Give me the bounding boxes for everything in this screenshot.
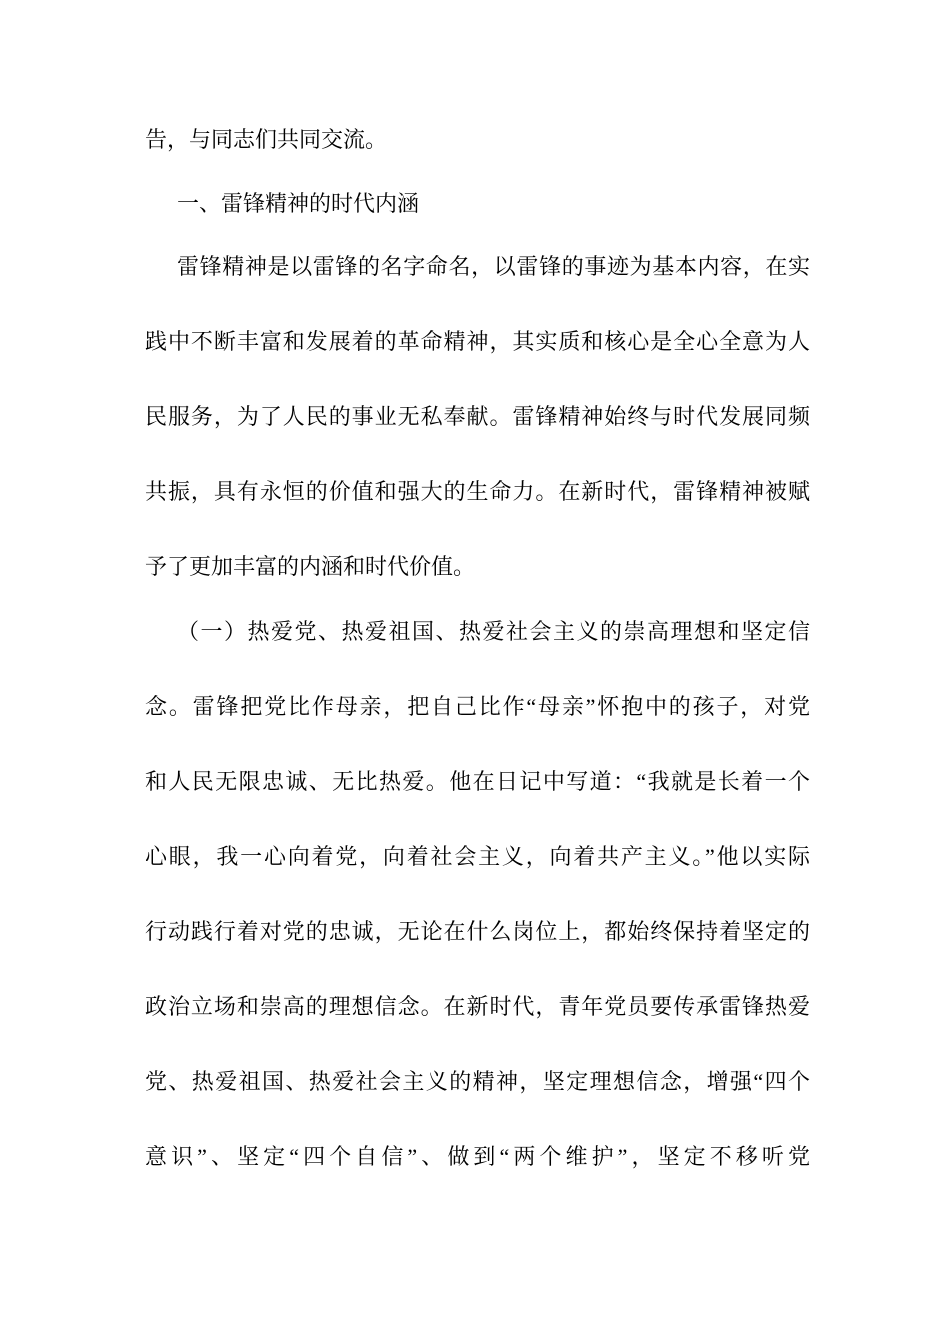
text-line: 政治立场和崇高的理想信念。在新时代，青年党员要传承雷锋热爱: [145, 994, 810, 1019]
text-line: 告，与同志们共同交流。: [145, 127, 388, 152]
text-line: 雷锋精神是以雷锋的名字命名，以雷锋的事迹为基本内容，在实: [177, 254, 810, 279]
text-line: 和人民无限忠诚、无比热爱。他在日记中写道：“我就是长着一个: [145, 769, 810, 794]
text-line: 一、雷锋精神的时代内涵: [177, 191, 420, 216]
paragraph: [145, 594, 810, 1194]
text-line: 意识”、坚定“四个自信”、做到“两个维护”，坚定不移听党: [145, 1144, 810, 1169]
text-line: （一）热爱党、热爱祖国、热爱社会主义的崇高理想和坚定信: [177, 619, 810, 644]
text-line: 予了更加丰富的内涵和时代价值。: [145, 554, 476, 579]
paragraph: [145, 229, 810, 604]
text-line: 共振，具有永恒的价值和强大的生命力。在新时代，雷锋精神被赋: [145, 479, 810, 504]
text-line: 民服务，为了人民的事业无私奉献。雷锋精神始终与时代发展同频: [145, 404, 810, 429]
text-line: 践中不断丰富和发展着的革命精神，其实质和核心是全心全意为人: [145, 329, 810, 354]
text-line: 念。雷锋把党比作母亲，把自己比作“母亲”怀抱中的孩子，对党: [145, 694, 810, 719]
text-line: 心眼，我一心向着党，向着社会主义，向着共产主义。”他以实际: [145, 844, 810, 869]
text-line: 党、热爱祖国、热爱社会主义的精神，坚定理想信念，增强“四个: [145, 1069, 810, 1094]
text-line: 行动践行着对党的忠诚，无论在什么岗位上，都始终保持着坚定的: [145, 919, 810, 944]
